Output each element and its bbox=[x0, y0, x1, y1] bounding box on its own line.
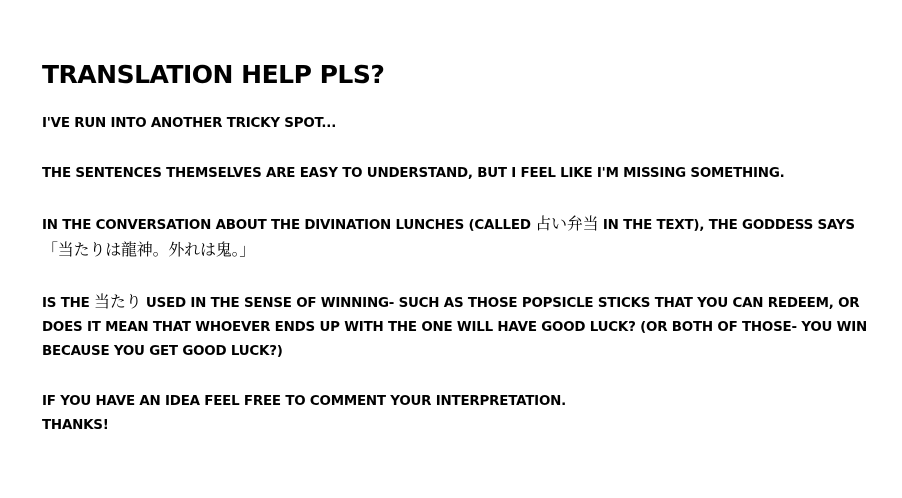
post-title: TRANSLATION HELP PLS? bbox=[42, 60, 385, 89]
thanks-text: THANKS! bbox=[42, 418, 109, 433]
japanese-quote: 「当たりは龍神。外れは鬼。」 bbox=[42, 240, 256, 259]
paragraph-gap bbox=[42, 364, 872, 390]
post-content bbox=[42, 58, 872, 438]
conversation-text-end: IN THE TEXT), THE GODDESS SAYS bbox=[598, 218, 855, 233]
closing-paragraph bbox=[42, 390, 872, 438]
question-text-end: USED IN THE SENSE OF WINNING- SUCH AS THOSE POPSICLE STICKS THAT YOU CAN REDEEM, OR DOES IT MEAN THAT WHOEVER ENDS UP WITH THE ONE WILL HAVE GOOD LUCK? (OR BOTH OF THOSE- YOU WIN BECAUSE YOU GET GOOD LUCK?) bbox=[42, 296, 868, 359]
paragraph-gap bbox=[42, 186, 872, 212]
question-paragraph bbox=[42, 290, 872, 364]
intro-paragraph: I'VE RUN INTO ANOTHER TRICKY SPOT... bbox=[42, 116, 337, 131]
paragraph-gap bbox=[42, 136, 872, 162]
paragraph-gap bbox=[42, 264, 872, 290]
closing-text: IF YOU HAVE AN IDEA FEEL FREE TO COMMENT YOUR INTERPRETATION. bbox=[42, 394, 567, 409]
japanese-term: 占い弁当 bbox=[535, 214, 599, 233]
conversation-text-start: IN THE CONVERSATION ABOUT THE DIVINATION LUNCHES (CALLED bbox=[42, 218, 536, 233]
context-paragraph: THE SENTENCES THEMSELVES ARE EASY TO UNDERSTAND, BUT I FEEL LIKE I'M MISSING SOMETHING. bbox=[42, 166, 785, 181]
question-text-start: IS THE bbox=[42, 296, 95, 311]
conversation-paragraph bbox=[42, 212, 872, 264]
japanese-term: 当たり bbox=[94, 292, 142, 311]
